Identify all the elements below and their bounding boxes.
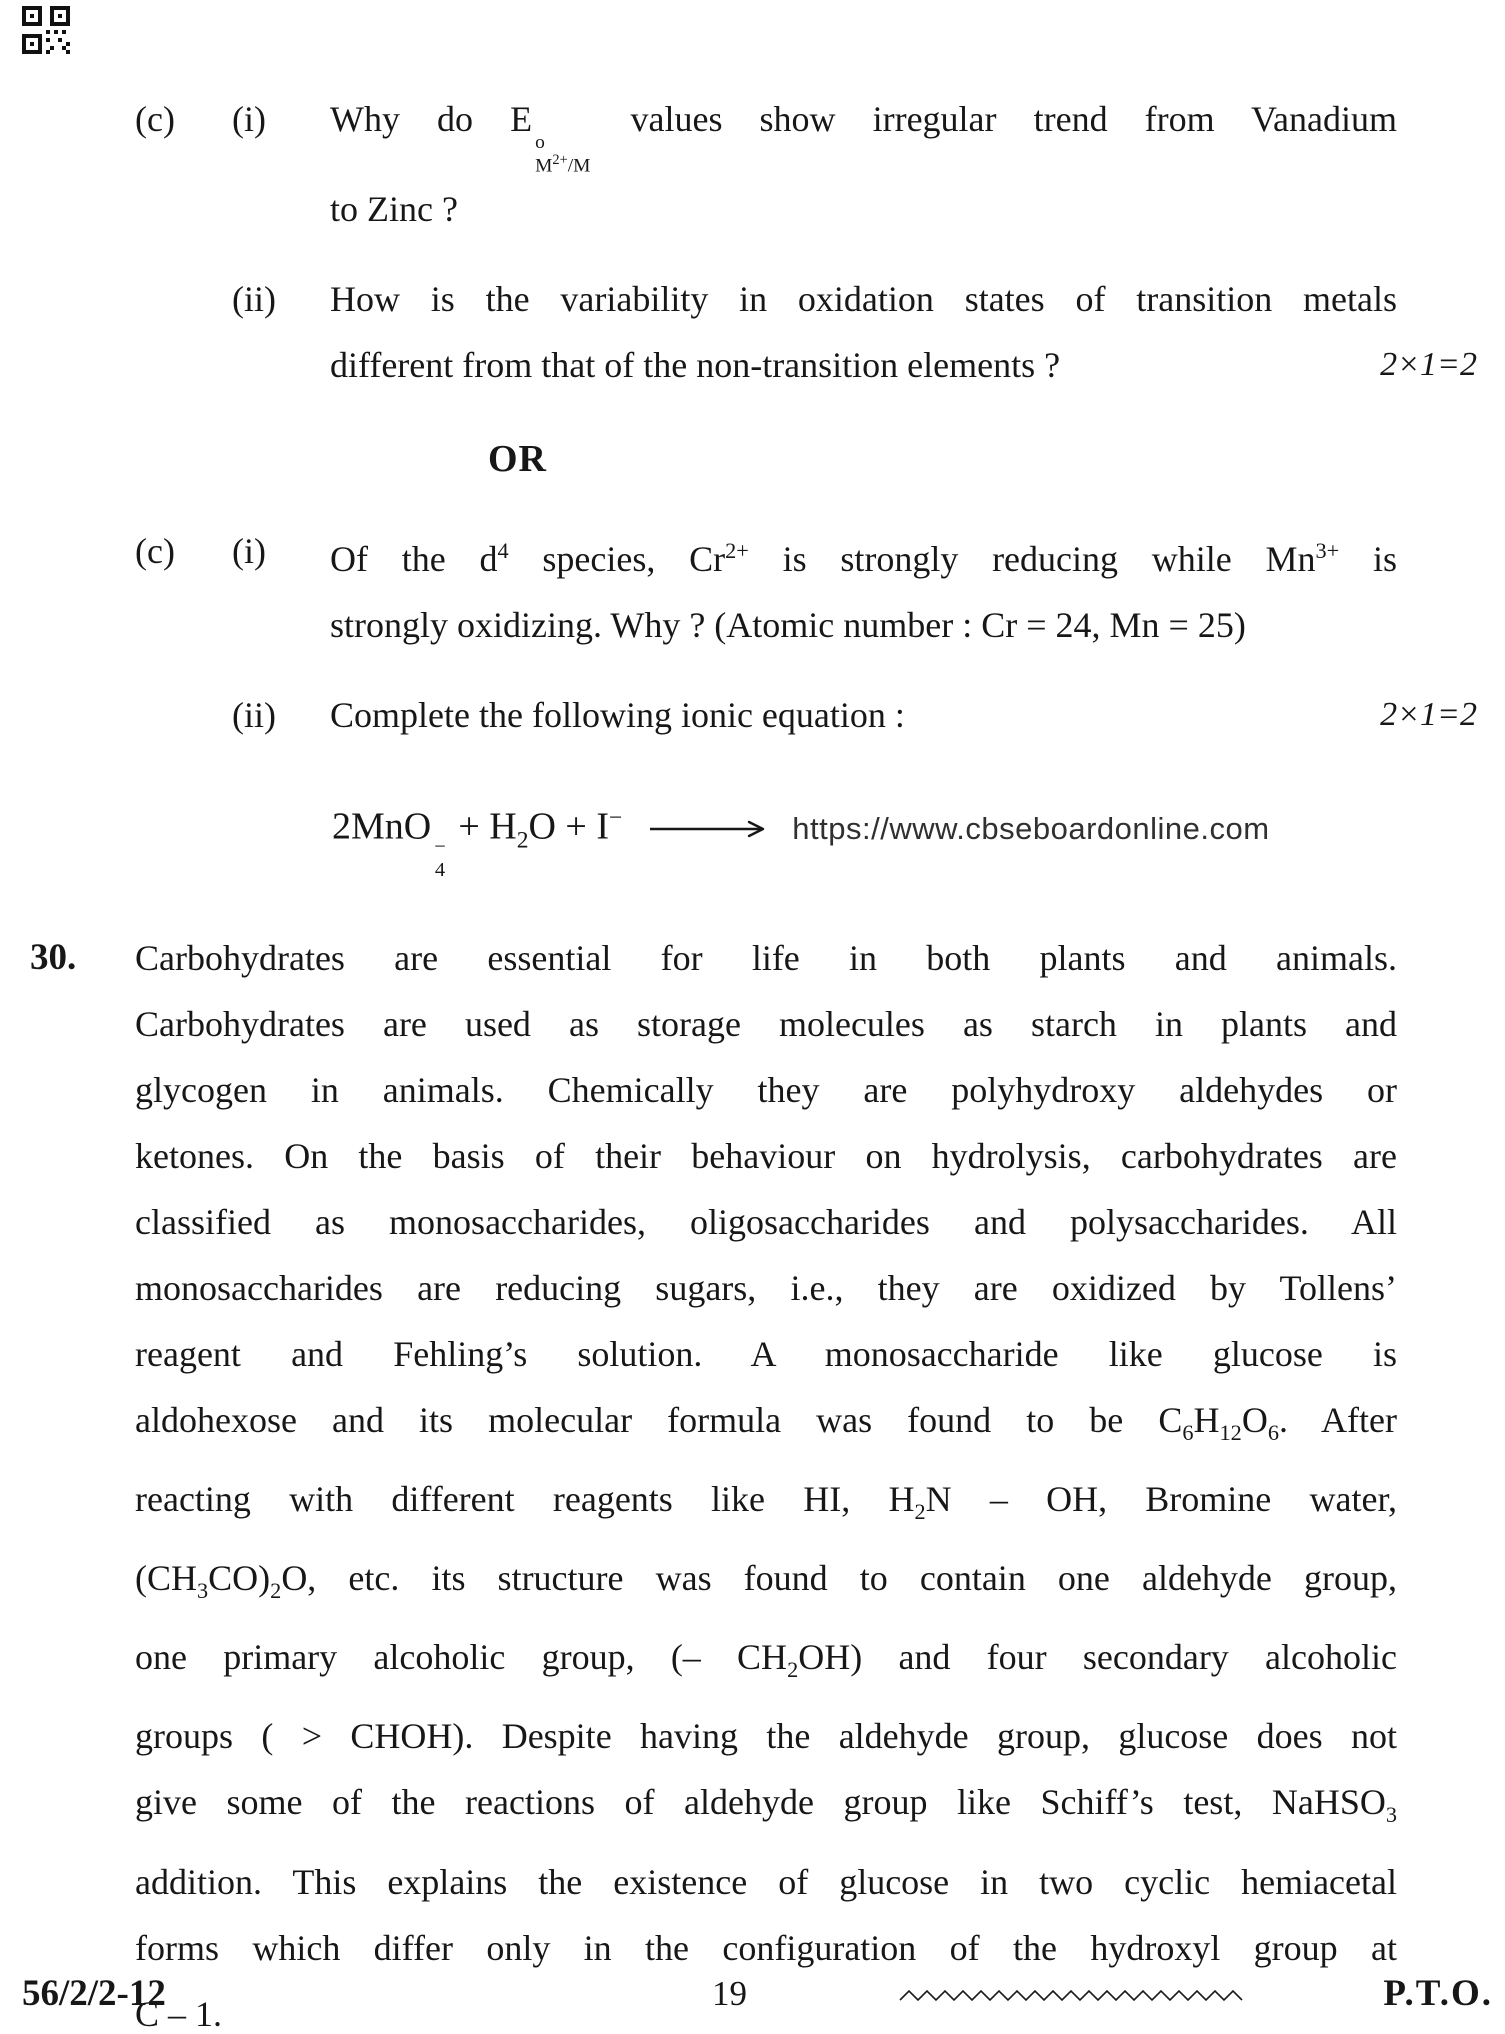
passage-last-line: C – 1. <box>135 1993 223 2034</box>
question-29c-option-a <box>135 86 1477 398</box>
question-text: Complete the following ionic equation : <box>330 694 905 735</box>
or-separator: OR <box>488 437 547 480</box>
question-29c-option-b <box>135 518 1477 748</box>
part-label: (c) <box>135 530 175 571</box>
question-part <box>135 518 1477 658</box>
question-text: How is the variability in oxidation states of transition metals different from that of the non-transition elements ? <box>330 278 1397 385</box>
question-part <box>135 266 1477 398</box>
marks-value: 2×1=2 <box>1380 695 1477 733</box>
pto-label: P.T.O. <box>1383 1973 1493 2014</box>
reaction-arrow-icon <box>648 819 766 839</box>
page-content <box>0 86 1505 2034</box>
question-30 <box>30 925 1505 2034</box>
subpart-number: (ii) <box>232 278 276 319</box>
subpart-number: (i) <box>232 530 266 571</box>
page-number: 19 <box>712 1974 747 2013</box>
qr-code <box>22 6 70 54</box>
question-text: Why do E o $M^{2+}/M$ values show irregular trend from Vanadium to Zinc ? <box>330 99 1398 229</box>
subpart-number: (ii) <box>232 694 276 735</box>
part-label: (c) <box>135 99 175 139</box>
equation-lhs: 2MnO − 4 + $H_2O + I^-$ <box>332 804 623 881</box>
question-30-body <box>135 925 1397 2034</box>
marks-value: 2×1=2 <box>1380 345 1477 383</box>
question-part <box>135 682 1477 748</box>
paper-code: 56/2/2-12 <box>22 1973 166 2014</box>
question-number: 30. <box>30 936 77 978</box>
ionic-equation <box>332 778 1505 881</box>
equation-url: https://www.cbseboardonline.com <box>792 811 1270 847</box>
page-footer <box>0 1972 1505 2034</box>
question-part <box>135 86 1477 242</box>
subpart-number: (i) <box>232 99 266 139</box>
squiggle-mark <box>898 1986 1246 2006</box>
question-text: Of the $d^4$ species, $Cr^{2+}$ is strongly reducing while $Mn^{3+}$ is strongly oxidizing. Why ? (Atomic number : Cr = 24, Mn = 25) <box>330 537 1398 645</box>
passage-text: Carbohydrates are essential for life in both plants and animals. Carbohydrates are used as storage molecules as starch in plants and glycogen in animals. Chemically they are polyhydroxy aldehydes or ketones. On the basis of their behaviour on hydrolysis, carbohydrates are classified as monosaccharides, oligosaccharides and polysaccharides. All monosaccharides are reducing sugars, i.e., they are oxidized by Tollens’ reagent and Fehling’s solution. A monosaccharide like glucose is aldohexose and its molecular formula was found to be $C_6H_{12}O_6$. After reacting with different reagents like HI, $H_2N$ – OH, Bromine water, $(CH_3CO)_2O$, etc. its structure was found to contain one aldehyde group, one primary alcoholic group, (– $CH_2OH$) and four secondary alcoholic groups ( > CHOH). Despite having the aldehyde group, glucose does not give some of the reactions of aldehyde group like Schiff’s test, NaHSO$_3$ addition. This explains the existence of glucose in two cyclic hemiacetal forms which differ only in the configuration of the hydroxyl group at <box>135 937 1398 1968</box>
